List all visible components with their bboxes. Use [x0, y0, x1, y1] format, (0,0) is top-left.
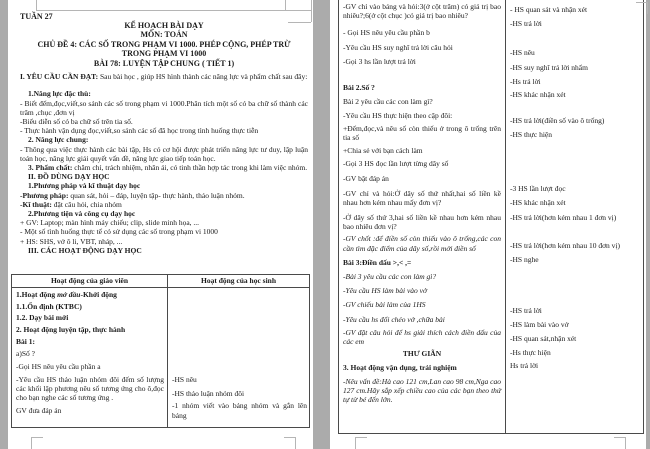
margin-mark: [311, 0, 312, 22]
text-line: -HS nghe: [510, 255, 539, 265]
text-line: 1.Hoạt động mở đầu-Khởi động: [16, 290, 117, 299]
text-line: -GV chỉ và hỏi:Ở dãy số thứ nhất,hai số liền kề nhau hơn kém nhau mấy đơn vị?: [343, 188, 503, 207]
text-line: - Biết đếm,đọc,viết,so sánh các số trong phạm vi 1000.Phân tích một số có ba chữ số thành các trăm ,chục ,đơn vị: [20, 98, 310, 117]
text-line: -HS làm bài vào vở: [510, 319, 569, 329]
text-line: -Kĩ thuật: đặt câu hỏi, chia nhóm: [20, 199, 122, 209]
week-label: TUẦN 27: [20, 12, 53, 21]
margin-mark: [284, 437, 296, 449]
text-line: -GV đặt câu hỏi để hs giải thích cách điền dấu của các em: [343, 327, 503, 347]
margin-mark: [355, 437, 367, 449]
text-line: + GV: Laptop; màn hình máy chiếu; clip, slide minh họa, ...: [20, 218, 200, 228]
text-line: -3 HS lần lượt đọc: [510, 183, 566, 193]
text-line: -Gọi 3 hs lần lượt trả lời: [343, 56, 416, 66]
text-line: - HS quan sát và nhận xét: [510, 5, 588, 14]
hs-column-header: Hoạt động của học sinh: [200, 276, 277, 285]
text-line: GV đưa đáp án: [16, 405, 62, 415]
text-line: -Bài 3 yêu cầu các con làm gì?: [343, 272, 437, 282]
text-line: Bài 3:Điền dấu >,< ,=: [343, 257, 412, 267]
text-line: -Gọi 3 HS đọc lần lượt từng dãy số: [343, 159, 449, 169]
text-line: 2. Hoạt động luyện tập, thực hành: [16, 325, 126, 335]
text-line: Bài 2.Số ?: [343, 83, 375, 93]
text-line: + HS: SHS, vở ô li, VBT, nháp, ...: [20, 236, 123, 246]
text-line: 2. Năng lực chung:: [28, 135, 89, 145]
text-line: 3. Hoạt động vận dụng, trải nghiệm: [343, 363, 457, 373]
section-2-heading: II. ĐỒ DÙNG DẠY HỌC: [28, 172, 110, 182]
gv-activities-column: [12, 288, 168, 427]
margin-mark: [636, 2, 648, 14]
text-line: -HS trả lời: [510, 19, 542, 29]
text-line: 3. Phẩm chất: chăm chỉ, trách nhiệm, nhân ái, có tinh thần hợp tác trong khi làm việc nhóm.: [28, 163, 308, 173]
text-line: -Yêu cầu HS thực hiện theo cặp đôi:: [343, 111, 453, 121]
text-line: - Gọi HS nêu yêu cầu phần b: [343, 28, 430, 38]
text-line: - Thông qua việc thực hành các bài tập, Hs có cơ hội được phát triển năng lực tư duy, lập luận toán học, năng lực giải quyết vấn đề, năng lực giao tiếp toán học.: [20, 144, 310, 163]
text-line: -HS thực hiện: [510, 130, 552, 140]
document-page-1: [8, 0, 313, 449]
text-line: 1.2. Dạy bài mới: [16, 313, 69, 323]
activities-table-page1: [11, 274, 310, 428]
activities-table-page2: [338, 0, 644, 434]
text-line: -HS khác nhận xét: [510, 90, 566, 100]
text-line: -1 nhóm viết vào bảng nhóm và gắn lên bảng: [172, 401, 309, 420]
text-line: 1.Phương pháp và kĩ thuật dạy học: [28, 181, 141, 191]
hs-activities-column: [168, 288, 309, 427]
text-line: a)Số ?: [16, 348, 35, 358]
text-line: Bài 2 yêu cầu các con làm gì?: [343, 97, 433, 107]
text-line: -HS nêu: [510, 48, 535, 58]
text-line: -HS quan sát,nhận xét: [510, 334, 577, 344]
text-line: 1.Năng lực đặc thù:: [28, 89, 91, 99]
document-page-2: [330, 0, 646, 449]
text-line: -Phương pháp: quan sát, hỏi – đáp, luyện tập- thực hành, thảo luận nhóm.: [20, 190, 245, 200]
text-line: -Hs trả lời: [510, 76, 541, 86]
text-line: -Yêu cầu HS suy nghĩ trả lời câu hỏi: [343, 42, 453, 52]
text-line: -HS suy nghĩ trả lời nhẩm: [510, 62, 588, 72]
margin-mark: [31, 437, 43, 449]
text-line: -GV chỉ vào bảng và hỏi:3(ở cột trăm) có giá trị bao nhiêu?;6(ở cột chục )có giá trị bao nhiêu?: [343, 2, 503, 21]
text-line: -HS trả lời(hơn kém nhau 10 đơn vị): [510, 241, 621, 251]
activities-table-header: [12, 275, 309, 288]
margin-mark: [614, 437, 626, 449]
gv-activities-column: [339, 0, 506, 433]
text-line: -Ở dãy số thứ 3,hai số liền kề nhau hơn kém nhau bao nhiêu đơn vị?: [343, 213, 503, 232]
text-line: 1.1.Ổn định (KTBC): [16, 301, 82, 311]
text-line: -GV chốt :để điền số còn thiếu vào ô trống,các con cần tìm đặc điểm của dãy số,rồi mới điền số: [343, 234, 503, 253]
section-1-heading: I. YÊU CẦU CẦN ĐẠT: Sau bài học , giúp HS hình thành các năng lực và phẩm chất sau đây:: [20, 72, 308, 82]
topic-title-line2: TRONG PHẠM VI 1000: [121, 48, 207, 58]
text-line: -HS nêu: [172, 375, 197, 384]
relax-break-heading: THƯ GIÃN: [402, 349, 442, 359]
hs-activities-column: [506, 0, 643, 433]
text-line: 2.Phương tiện và công cụ dạy học: [28, 209, 136, 219]
text-line: -HS khác nhận xét: [510, 197, 566, 207]
text-line: -HS thảo luận nhóm đôi: [172, 389, 245, 399]
text-line: -Yêu cầu hs đổi chéo vở ,chữa bài: [343, 314, 445, 324]
text-line: -Hs thực hiện: [510, 348, 551, 358]
doc-title: KẾ HOẠCH BÀI DẠY: [124, 21, 204, 31]
text-line: +Đếm,đọc,và nêu số còn thiếu ở trong ô trống trên tia số: [343, 123, 503, 142]
page1-body-text: [20, 8, 308, 255]
text-line: +Chia sẻ với bạn cách làm: [343, 146, 423, 156]
lesson-title: BÀI 78: LUYỆN TẬP CHUNG ( TIẾT 1): [93, 59, 235, 69]
gv-column-header: Hoạt động của giáo viên: [12, 275, 168, 287]
text-line: -GV chiếu bài làm của 1HS: [343, 300, 426, 310]
topic-title: CHỦ ĐỀ 4: CÁC SỐ TRONG PHẠM VI 1000. PHÉP CỘNG, PHÉP TRỪ: [37, 39, 291, 49]
text-line: -HS trả lời(điền số vào ô trống): [510, 116, 605, 126]
text-line: -Yêu cầu HS thảo luận nhóm đôi đếm số lượng các khối lập phương nêu số tương ứng cho ô,đọc cho bạn nghe các số tương ứng .: [16, 374, 166, 403]
text-line: -GV bật đáp án: [343, 174, 389, 184]
text-line: -Gọi HS nêu yêu cầu phần a: [16, 361, 101, 371]
section-3-heading: III. CÁC HOẠT ĐỘNG DẠY HỌC: [28, 245, 142, 255]
text-line: Hs trả lời: [510, 361, 539, 371]
text-line: -Biểu diễn số có ba chữ số trên tia số.: [20, 117, 133, 127]
text-line: - Thực hành vận dụng đọc,viết,so sánh các số đã học trong tình huống thực tiễn: [20, 126, 259, 136]
text-line: -HS trả lời: [510, 305, 542, 315]
text-line: -HS trả lời(hơn kém nhau 1 đơn vị): [510, 213, 617, 223]
text-line: -Nêu vấn đề:Hà cao 121 cm,Lan cao 98 cm,Nga cao 127 cm.Hãy sắp xếp chiều cao của các bạn theo thứ tự từ bé đến lớn.: [343, 376, 503, 405]
text-line: - Một số tình huống thực tế có sử dụng các số trong phạm vi 1000: [20, 227, 218, 237]
text-line: Bài 1:: [16, 336, 35, 346]
subject-title: MÔN: TOÁN: [140, 30, 188, 40]
text-line: -Yêu cầu HS làm bài vào vở: [343, 286, 427, 296]
